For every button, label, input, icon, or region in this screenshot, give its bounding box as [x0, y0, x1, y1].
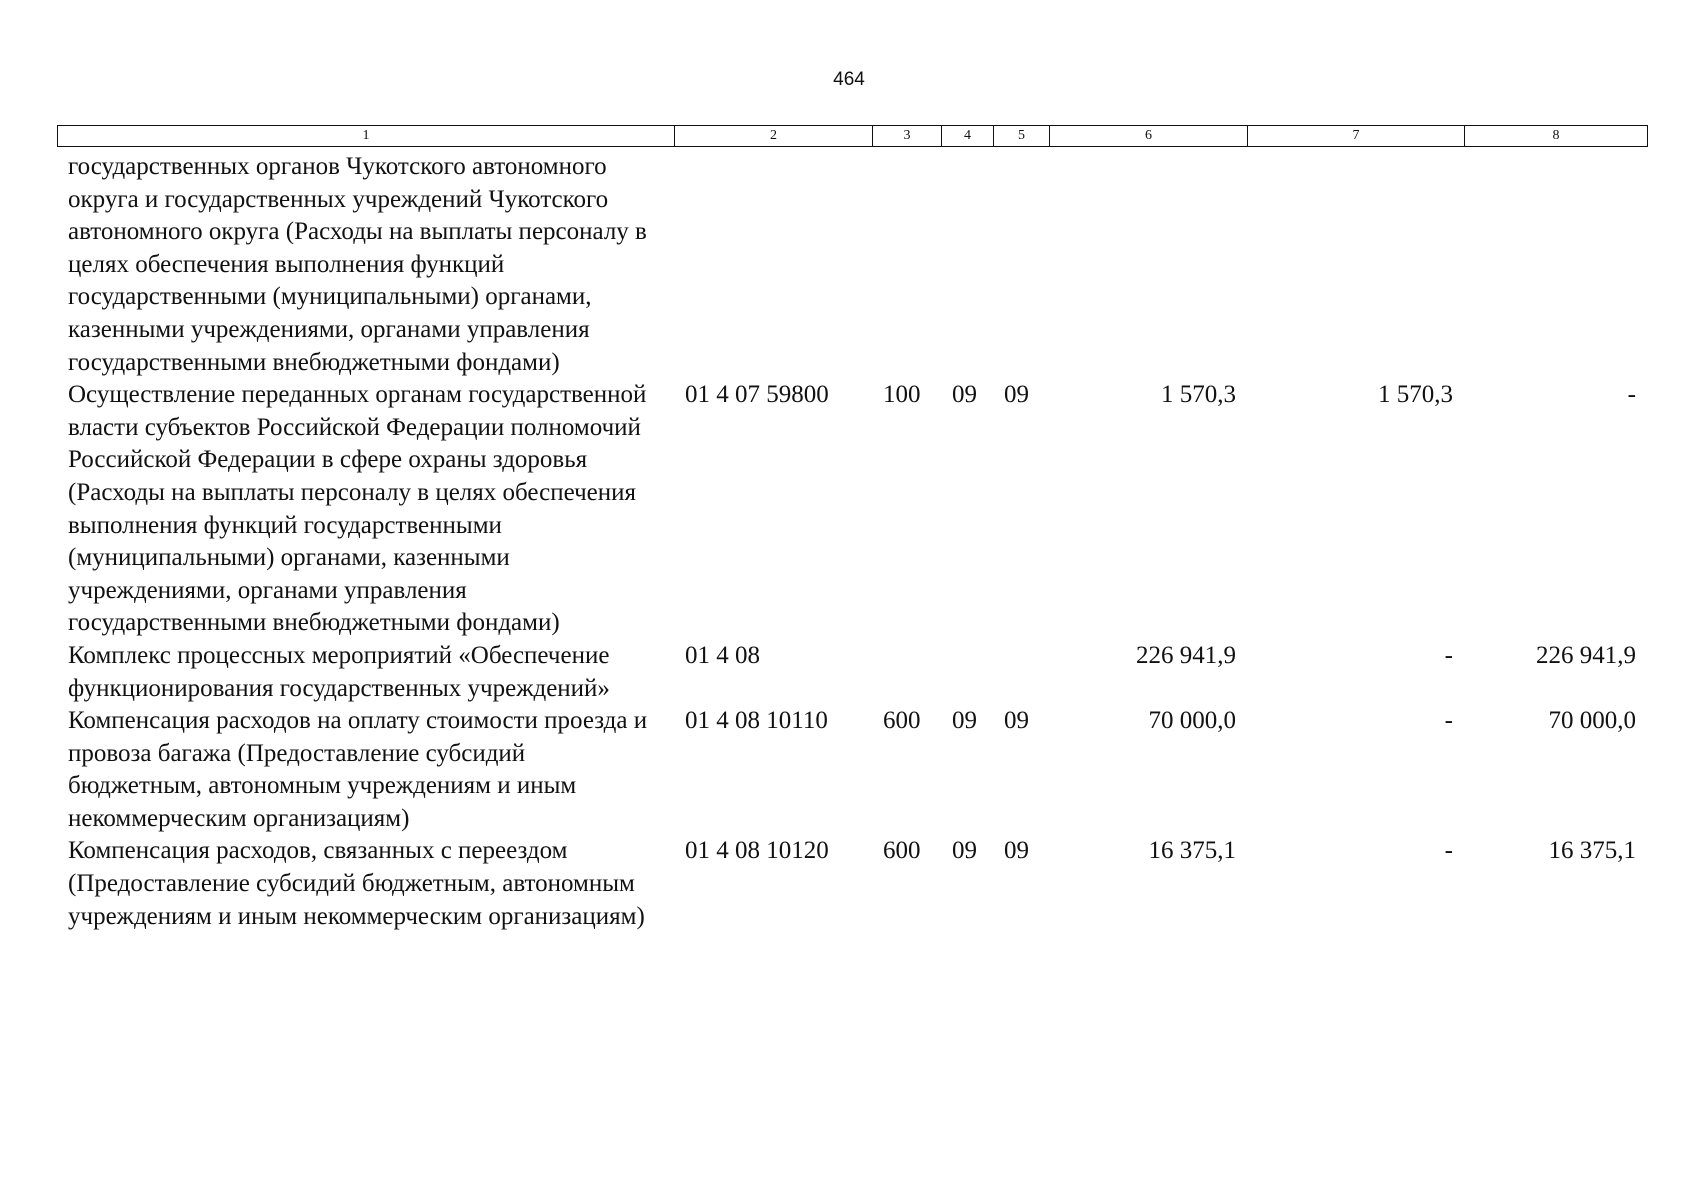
row-vr: 600 — [883, 837, 921, 865]
row-total: 16 375,1 — [1148, 837, 1236, 865]
row-rz: 09 — [952, 707, 977, 735]
row-federal: 1 570,3 — [1378, 381, 1453, 409]
row-pr — [993, 151, 1049, 379]
column-header-3: 3 — [873, 126, 942, 147]
row-name: Компенсация расходов на оплату стоимости проезда и провоза багажа (Предоставление субсидий бюджетным, автономным учреждениям и иным некоммерческим организациям) — [68, 707, 648, 832]
row-total: 70 000,0 — [1148, 707, 1236, 735]
row-regional: 226 941,9 — [1536, 641, 1636, 669]
row-pr: 09 — [1004, 707, 1029, 735]
row-regional: 16 375,1 — [1548, 837, 1636, 865]
row-pr: 09 — [1004, 381, 1029, 409]
table-row — [57, 379, 1647, 640]
row-vr — [872, 151, 941, 379]
row-federal — [1247, 151, 1464, 379]
row-regional: 70 000,0 — [1548, 707, 1636, 735]
row-total: 226 941,9 — [1136, 641, 1236, 669]
column-header-4: 4 — [942, 126, 994, 147]
row-name: Компенсация расходов, связанных с переездом (Предоставление субсидий бюджетным, автономным учреждениям и иным некоммерческим организациям) — [68, 837, 645, 930]
row-rz — [941, 151, 993, 379]
row-total: 1 570,3 — [1161, 381, 1236, 409]
column-header-5: 5 — [994, 126, 1050, 147]
row-name: Комплекс процессных мероприятий «Обеспечение функционирования государственных учреждений» — [68, 641, 610, 702]
budget-table — [57, 151, 1647, 933]
row-rz — [941, 640, 993, 705]
row-csr — [674, 151, 872, 379]
row-vr: 100 — [883, 381, 921, 409]
table-row — [57, 151, 1647, 379]
row-name: государственных органов Чукотского автономного округа и государственных учреждений Чукотского автономного округа (Расходы на выплаты персоналу в целях обеспечения выполнения функций государственными (муниципальными) органами, казенными учреждениями, органами управления государственными внебюджетными фондами) — [68, 153, 647, 376]
row-vr — [872, 640, 941, 705]
row-rz: 09 — [952, 837, 977, 865]
table-row — [57, 640, 1647, 705]
row-csr: 01 4 08 10120 — [685, 837, 829, 865]
column-header-table — [57, 125, 1648, 147]
column-header-1: 1 — [58, 126, 675, 147]
row-pr: 09 — [1004, 837, 1029, 865]
column-header-row — [58, 126, 1648, 147]
row-vr: 600 — [883, 707, 921, 735]
row-pr — [993, 640, 1049, 705]
column-header-6: 6 — [1050, 126, 1248, 147]
row-csr: 01 4 08 10110 — [685, 707, 828, 735]
column-header-8: 8 — [1465, 126, 1648, 147]
column-header-7: 7 — [1248, 126, 1465, 147]
row-federal: - — [1444, 837, 1453, 865]
row-csr: 01 4 08 — [685, 641, 760, 669]
table-row — [57, 835, 1647, 933]
row-regional: - — [1627, 381, 1636, 409]
row-rz: 09 — [952, 381, 977, 409]
page-number: 464 — [833, 69, 865, 90]
column-header-2: 2 — [675, 126, 873, 147]
row-total — [1049, 151, 1247, 379]
table-row — [57, 705, 1647, 835]
row-federal: - — [1444, 707, 1453, 735]
row-regional — [1464, 151, 1647, 379]
row-federal: - — [1444, 641, 1453, 669]
row-csr: 01 4 07 59800 — [685, 381, 829, 409]
row-name: Осуществление переданных органам государственной власти субъектов Российской Федерации полномочий Российской Федерации в сфере охраны здоровья (Расходы на выплаты персоналу в целях обеспечения выполнения функций государственными (муниципальными) органами, казенными учреждениями, органами управления государственными внебюджетными фондами) — [68, 381, 647, 637]
